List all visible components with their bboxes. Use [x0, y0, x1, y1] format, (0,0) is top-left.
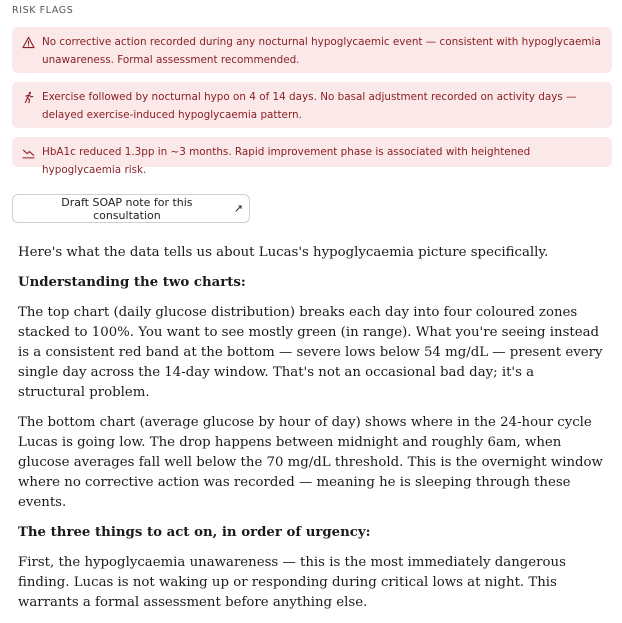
response-heading-charts: Understanding the two charts:	[18, 275, 246, 290]
running-person-icon	[22, 91, 35, 104]
response-heading-actions: The three things to act on, in order of urgency:	[18, 525, 371, 540]
draft-soap-note-label: Draft SOAP note for this consultation	[61, 195, 193, 222]
risk-flag-text: No corrective action recorded during any nocturnal hypoglycaemic event — consistent with hypoglycaemia unawareness. Formal assessment recommended.	[42, 36, 601, 66]
response-paragraph-first-action: First, the hypoglycaemia unawareness — this is the most immediately dangerous finding. Lucas is not waking up or responding during critical lows at night. This warrants a formal assessment before anything else.	[18, 555, 566, 610]
risk-flag-text: Exercise followed by nocturnal hypo on 4 of 14 days. No basal adjustment recorded on activity days — delayed exercise-induced hypoglycaemia pattern.	[42, 91, 577, 121]
assistant-response	[18, 243, 604, 623]
trend-down-icon	[22, 146, 35, 159]
risk-flag-unawareness	[12, 27, 612, 73]
response-paragraph-bottom-chart: The bottom chart (average glucose by hour of day) shows where in the 24-hour cycle Lucas is going low. The drop happens between midnight and roughly 6am, when glucose averages fall well below the 70 mg/dL threshold. This is the overnight window where no corrective action was recorded — meaning he is sleeping through these events.	[18, 415, 603, 510]
risk-flag-hba1c	[12, 137, 612, 176]
response-paragraph-top-chart: The top chart (daily glucose distribution) breaks each day into four coloured zones stacked to 100%. You want to see mostly green (in range). What you're seeing instead is a consistent red band at the bottom — severe lows below 54 mg/dL — present every single day across the 14-day window. That's not an occasional bad day; it's a structural problem.	[18, 305, 603, 400]
draft-soap-note-button[interactable]	[12, 194, 250, 223]
external-arrow-icon: ↗	[233, 202, 243, 215]
response-intro: Here's what the data tells us about Lucas's hypoglycaemia picture specifically.	[18, 245, 549, 260]
risk-flag-text: HbA1c reduced 1.3pp in ~3 months. Rapid improvement phase is associated with heightened hypoglycaemia risk.	[42, 146, 531, 176]
risk-flags-label: RISK FLAGS	[12, 5, 74, 16]
risk-flag-exercise	[12, 82, 612, 128]
warning-triangle-icon	[22, 36, 35, 49]
